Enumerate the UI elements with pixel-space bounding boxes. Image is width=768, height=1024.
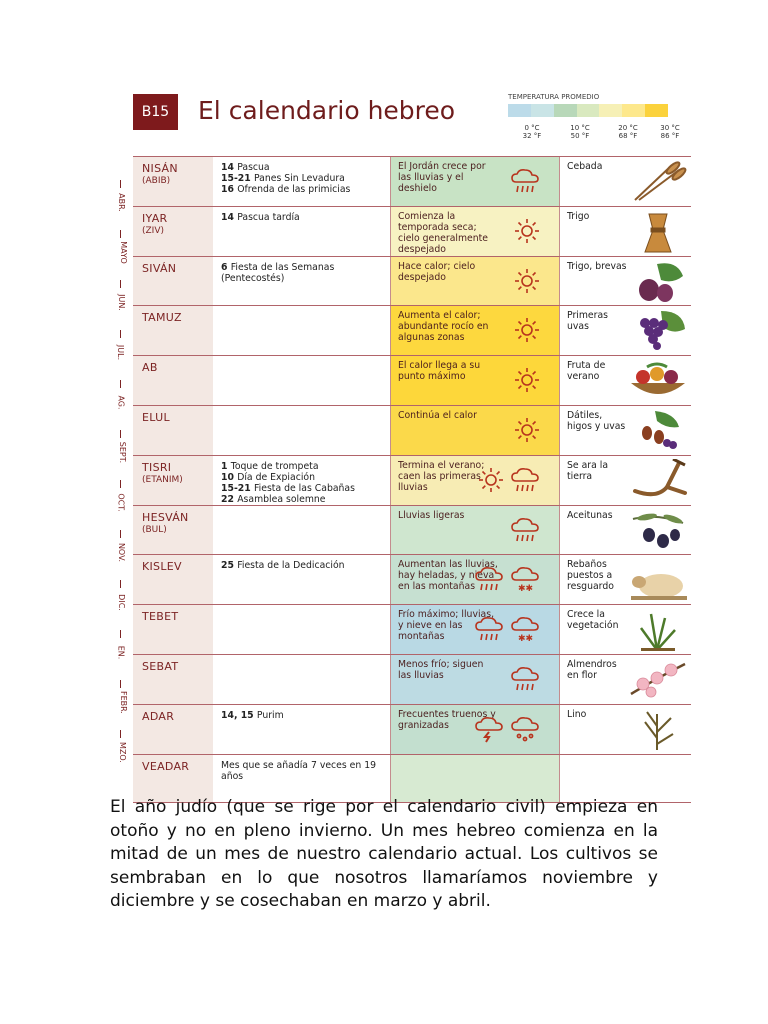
- gregorian-month-label: FEBR.: [118, 691, 128, 714]
- calendar-row: [133, 604, 691, 654]
- month-name: ELUL: [142, 410, 170, 424]
- gregorian-month-label: ABR.: [116, 193, 126, 212]
- climate-cell: [390, 655, 560, 704]
- sun-icon: [513, 316, 541, 348]
- legend-tick: 0 °C 32 °F: [522, 124, 542, 140]
- climate-text: Menos frío; siguen las lluvias: [398, 658, 484, 681]
- plow-icon: [627, 459, 689, 503]
- festival-line: 10 Día de Expiación: [221, 471, 315, 483]
- climate-cell: [390, 506, 560, 555]
- crop-text: Almendros en flor: [567, 658, 617, 681]
- climate-text: Frío máximo; lluvias, y nieve en las montañas: [398, 609, 495, 643]
- calendar-table: [133, 156, 691, 803]
- month-name: KISLEV: [142, 560, 182, 574]
- rain-icon: [509, 466, 541, 498]
- crop-text: Se ara la tierra: [567, 459, 609, 482]
- sun-icon: [477, 466, 505, 498]
- month-cell: [133, 306, 213, 355]
- climate-text: Continúa el calor: [398, 409, 477, 421]
- legend-title: TEMPERATURA PROMEDIO: [508, 93, 600, 101]
- gregorian-tick: [120, 180, 121, 188]
- section-badge: B15: [133, 94, 178, 130]
- legend-tick: 10 °C 50 °F: [570, 124, 590, 140]
- calendar-row: [133, 654, 691, 704]
- crop-text: Cebada: [567, 161, 603, 172]
- almond-blossom-icon: [627, 658, 689, 702]
- snow-icon: [509, 565, 541, 597]
- gregorian-tick: [120, 230, 121, 238]
- legend-swatch: [508, 104, 531, 117]
- climate-cell: [390, 705, 560, 754]
- gregorian-tick: [120, 380, 121, 388]
- month-name: VEADAR: [142, 759, 190, 773]
- sun-icon: [513, 366, 541, 398]
- figs-icon: [627, 260, 689, 304]
- rain-icon: [473, 615, 505, 647]
- month-name: HESVÁN: [142, 510, 189, 524]
- sun-icon: [513, 267, 541, 299]
- month-cell: [133, 406, 213, 455]
- month-alt-name: (ZIV): [142, 225, 164, 236]
- month-alt-name: (BUL): [142, 524, 167, 535]
- calendar-row: [133, 704, 691, 754]
- gregorian-month-label: MAYO: [118, 241, 128, 264]
- crop-text: Fruta de verano: [567, 360, 606, 383]
- month-name: ADAR: [142, 709, 175, 723]
- climate-cell: [390, 306, 560, 355]
- barley-icon: [627, 160, 689, 204]
- festival-line: 22 Asamblea solemne: [221, 493, 326, 505]
- calendar-row: [133, 305, 691, 355]
- gregorian-tick: [120, 730, 121, 738]
- crop-text: Trigo, brevas: [567, 260, 627, 272]
- month-cell: [133, 705, 213, 754]
- crop-text: Dátiles, higos y uvas: [567, 409, 626, 432]
- climate-text: Lluvias ligeras: [398, 509, 465, 521]
- legend-tick: 20 °C 68 °F: [618, 124, 638, 140]
- hail-icon: [509, 715, 541, 747]
- climate-cell: [390, 605, 560, 654]
- legend-swatch: [645, 104, 668, 117]
- climate-text: Comienza la temporada seca; cielo generalmente despejado: [398, 210, 489, 255]
- climate-cell: [390, 207, 560, 256]
- olives-icon: [627, 509, 689, 553]
- festival-cell: [221, 162, 391, 195]
- legend-swatch: [577, 104, 600, 117]
- gregorian-month-label: MZO.: [117, 742, 127, 763]
- gregorian-month-label: EN.: [116, 645, 126, 660]
- fruit-basket-icon: [627, 359, 689, 403]
- sheep-icon: [627, 558, 689, 602]
- festival-cell: [221, 461, 391, 505]
- calendar-row: [133, 156, 691, 206]
- rain-icon: [509, 167, 541, 199]
- festival-line: 15-21 Fiesta de las Cabañas: [221, 482, 355, 494]
- month-cell: [133, 356, 213, 405]
- gregorian-tick: [120, 330, 121, 338]
- caption-paragraph: El año judío (que se rige por el calendario civil) empieza en otoño y no en pleno invierno. Un mes hebreo comienza en la mitad de un mes de nuestro calendario actual. Los cultivos se sembraban en lo que nosotros llamaríamos noviembre y diciembre y se cosechaban en marzo y abril.: [110, 797, 658, 911]
- month-name: TISRI: [142, 460, 172, 474]
- crop-text: Aceitunas: [567, 509, 613, 521]
- gregorian-month-label: AG.: [116, 395, 126, 410]
- climate-text: Frecuentes truenos y granizadas: [398, 708, 496, 731]
- sun-icon: [513, 416, 541, 448]
- festival-line: 15-21 Panes Sin Levadura: [221, 173, 345, 184]
- month-alt-name: (ETANIM): [142, 474, 183, 485]
- festival-line: Mes que se añadía 7 veces en 19 años: [221, 759, 377, 782]
- festival-line: 16 Ofrenda de las primicias: [221, 184, 351, 195]
- legend-swatch: [622, 104, 645, 117]
- rain-icon: [509, 665, 541, 697]
- rain-icon: [509, 516, 541, 548]
- flax-icon: [627, 708, 689, 752]
- calendar-row: [133, 554, 691, 604]
- month-alt-name: (ABIB): [142, 176, 171, 186]
- climate-text: Hace calor; cielo despejado: [398, 260, 476, 283]
- gregorian-tick: [120, 480, 121, 488]
- month-name: TEBET: [142, 610, 179, 624]
- festival-line: 1 Toque de trompeta: [221, 460, 319, 472]
- snow-icon: [509, 615, 541, 647]
- gregorian-month-label: NOV.: [117, 542, 127, 563]
- month-name: SIVÁN: [142, 261, 177, 275]
- climate-text: Termina el verano; caen las primeras lluvias: [398, 459, 485, 493]
- crop-text: Lino: [567, 708, 587, 720]
- festival-cell: [221, 760, 391, 782]
- climate-text: Aumenta el calor; abundante rocío en algunas zonas: [398, 310, 489, 344]
- month-name: TAMUZ: [142, 311, 182, 325]
- festival-line: 14, 15 Purim: [221, 709, 284, 721]
- legend-swatch: [599, 104, 622, 117]
- festival-cell: [221, 262, 391, 284]
- gregorian-month-label: DIC.: [116, 594, 126, 611]
- climate-cell: [390, 157, 560, 206]
- climate-cell: [390, 456, 560, 505]
- calendar-row: [133, 505, 691, 555]
- climate-text: Aumentan las lluvias, hay heladas, y nieva en las montañas: [398, 559, 498, 593]
- festival-line: 14 Pascua: [221, 162, 270, 173]
- legend-tick: 30 °C 86 °F: [660, 124, 680, 140]
- crop-text: Rebaños puestos a resguardo: [567, 559, 614, 593]
- crop-text: Crece la vegetación: [567, 609, 619, 632]
- legend-swatch: [554, 104, 577, 117]
- month-cell: [133, 506, 213, 555]
- festival-cell: [221, 710, 391, 721]
- calendar-row: [133, 405, 691, 455]
- climate-cell: [390, 257, 560, 306]
- climate-text: El Jordán crece por las lluvias y el deshielo: [398, 161, 486, 194]
- temperature-legend: [508, 93, 688, 148]
- gregorian-tick: [120, 280, 121, 288]
- gregorian-month-label: JUL.: [116, 344, 126, 361]
- crop-text: Trigo: [567, 210, 590, 222]
- crop-text: Primeras uvas: [567, 310, 608, 333]
- svg-text:✱✱: ✱✱: [518, 634, 534, 644]
- gregorian-tick: [120, 430, 121, 438]
- month-cell: [133, 157, 213, 206]
- festival-line: 25 Fiesta de la Dedicación: [221, 560, 345, 572]
- gregorian-tick: [120, 680, 121, 688]
- month-cell: [133, 257, 213, 306]
- legend-color-bar: [508, 104, 668, 117]
- gregorian-tick: [120, 530, 121, 538]
- plant-icon: [627, 608, 689, 652]
- month-cell: [133, 207, 213, 256]
- climate-cell: [390, 356, 560, 405]
- storm-icon: [473, 715, 505, 747]
- sun-icon: [513, 217, 541, 249]
- month-name: IYAR: [142, 211, 168, 225]
- gregorian-tick: [120, 630, 121, 638]
- gregorian-month-label: OCT.: [116, 493, 126, 512]
- month-name: SEBAT: [142, 659, 179, 673]
- calendar-row: [133, 455, 691, 505]
- month-cell: [133, 456, 213, 505]
- climate-cell: [390, 406, 560, 455]
- calendar-row: [133, 206, 691, 256]
- page-title: El calendario hebreo: [198, 96, 456, 125]
- legend-swatch: [531, 104, 554, 117]
- dates-icon: [627, 409, 689, 453]
- gregorian-month-label: JUN.: [116, 294, 126, 311]
- month-cell: [133, 605, 213, 654]
- festival-line: 6 Fiesta de las Semanas (Pentecostés): [221, 261, 335, 284]
- svg-text:✱✱: ✱✱: [518, 584, 534, 594]
- calendar-row: [133, 355, 691, 405]
- month-cell: [133, 555, 213, 604]
- month-cell: [133, 655, 213, 704]
- rain-icon: [473, 565, 505, 597]
- gregorian-months-column: [112, 180, 130, 780]
- month-name: AB: [142, 361, 158, 375]
- festival-cell: [221, 560, 391, 571]
- calendar-row: [133, 256, 691, 306]
- month-name: NISÁN: [142, 162, 178, 175]
- climate-cell: [390, 555, 560, 604]
- gregorian-month-label: SEPT.: [118, 441, 128, 464]
- grapes-icon: [627, 309, 689, 353]
- wheat-sheaf-icon: [627, 210, 689, 254]
- climate-text: El calor llega a su punto máximo: [398, 360, 481, 383]
- festival-line: 14 Pascua tardía: [221, 211, 300, 223]
- festival-cell: [221, 212, 391, 223]
- gregorian-tick: [120, 580, 121, 588]
